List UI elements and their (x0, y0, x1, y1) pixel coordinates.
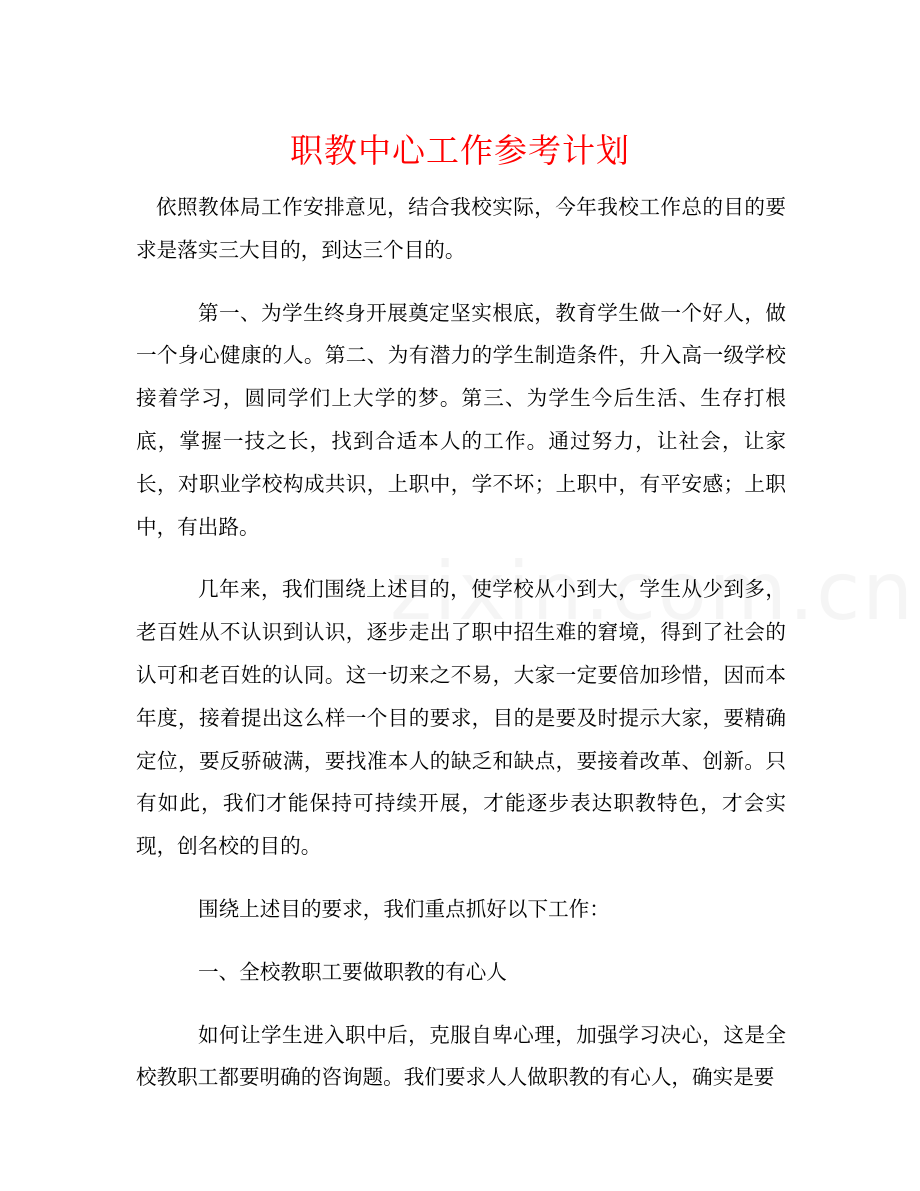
paragraph-intro: 依照教体局工作安排意见，结合我校实际，今年我校工作总的目的要求是落实三大目的，到达三个目的。 (136, 195, 786, 262)
document-title: 职教中心工作参考计划 (290, 131, 630, 170)
paragraph-goals: 第一、为学生终身开展奠定坚实根底，教育学生做一个好人，做一个身心健康的人。第二、为有潜力的学生制造条件，升入高一级学校接着学习，圆同学们上大学的梦。第三、为学生今后生活、生存打根底，掌握一技之长，找到合适本人的工作。通过努力，让社会，让家长，对职业学校构成共识，上职中，学不坏；上职中，有平安感；上职中，有出路。 (136, 300, 786, 539)
paragraph-focus: 围绕上述目的要求，我们重点抓好以下工作： (198, 896, 610, 921)
paragraph-section-1: 如何让学生进入职中后，克服自卑心理，加强学习决心，这是全校教职工都要明确的咨询题。我们要求人人做职教的有心人，确实是要 (136, 1022, 786, 1090)
paragraph-review: 几年来，我们围绕上述目的，使学校从小到大，学生从少到多，老百姓从不认识到认识，逐步走出了职中招生难的窘境，得到了社会的认可和老百姓的认同。这一切来之不易，大家一定要倍加珍惜，因而本年度，接着提出这么样一个目的要求，目的是要及时提示大家，要精确定位，要反骄破满，要找准本人的缺乏和缺点，要接着改革、创新。只有如此，我们才能保持可持续开展，才能逐步表达职教特色，才会实现，创名校的目的。 (136, 577, 786, 859)
section-heading-1: 一、全校教职工要做职教的有心人 (198, 959, 507, 984)
document-body (136, 186, 786, 1119)
